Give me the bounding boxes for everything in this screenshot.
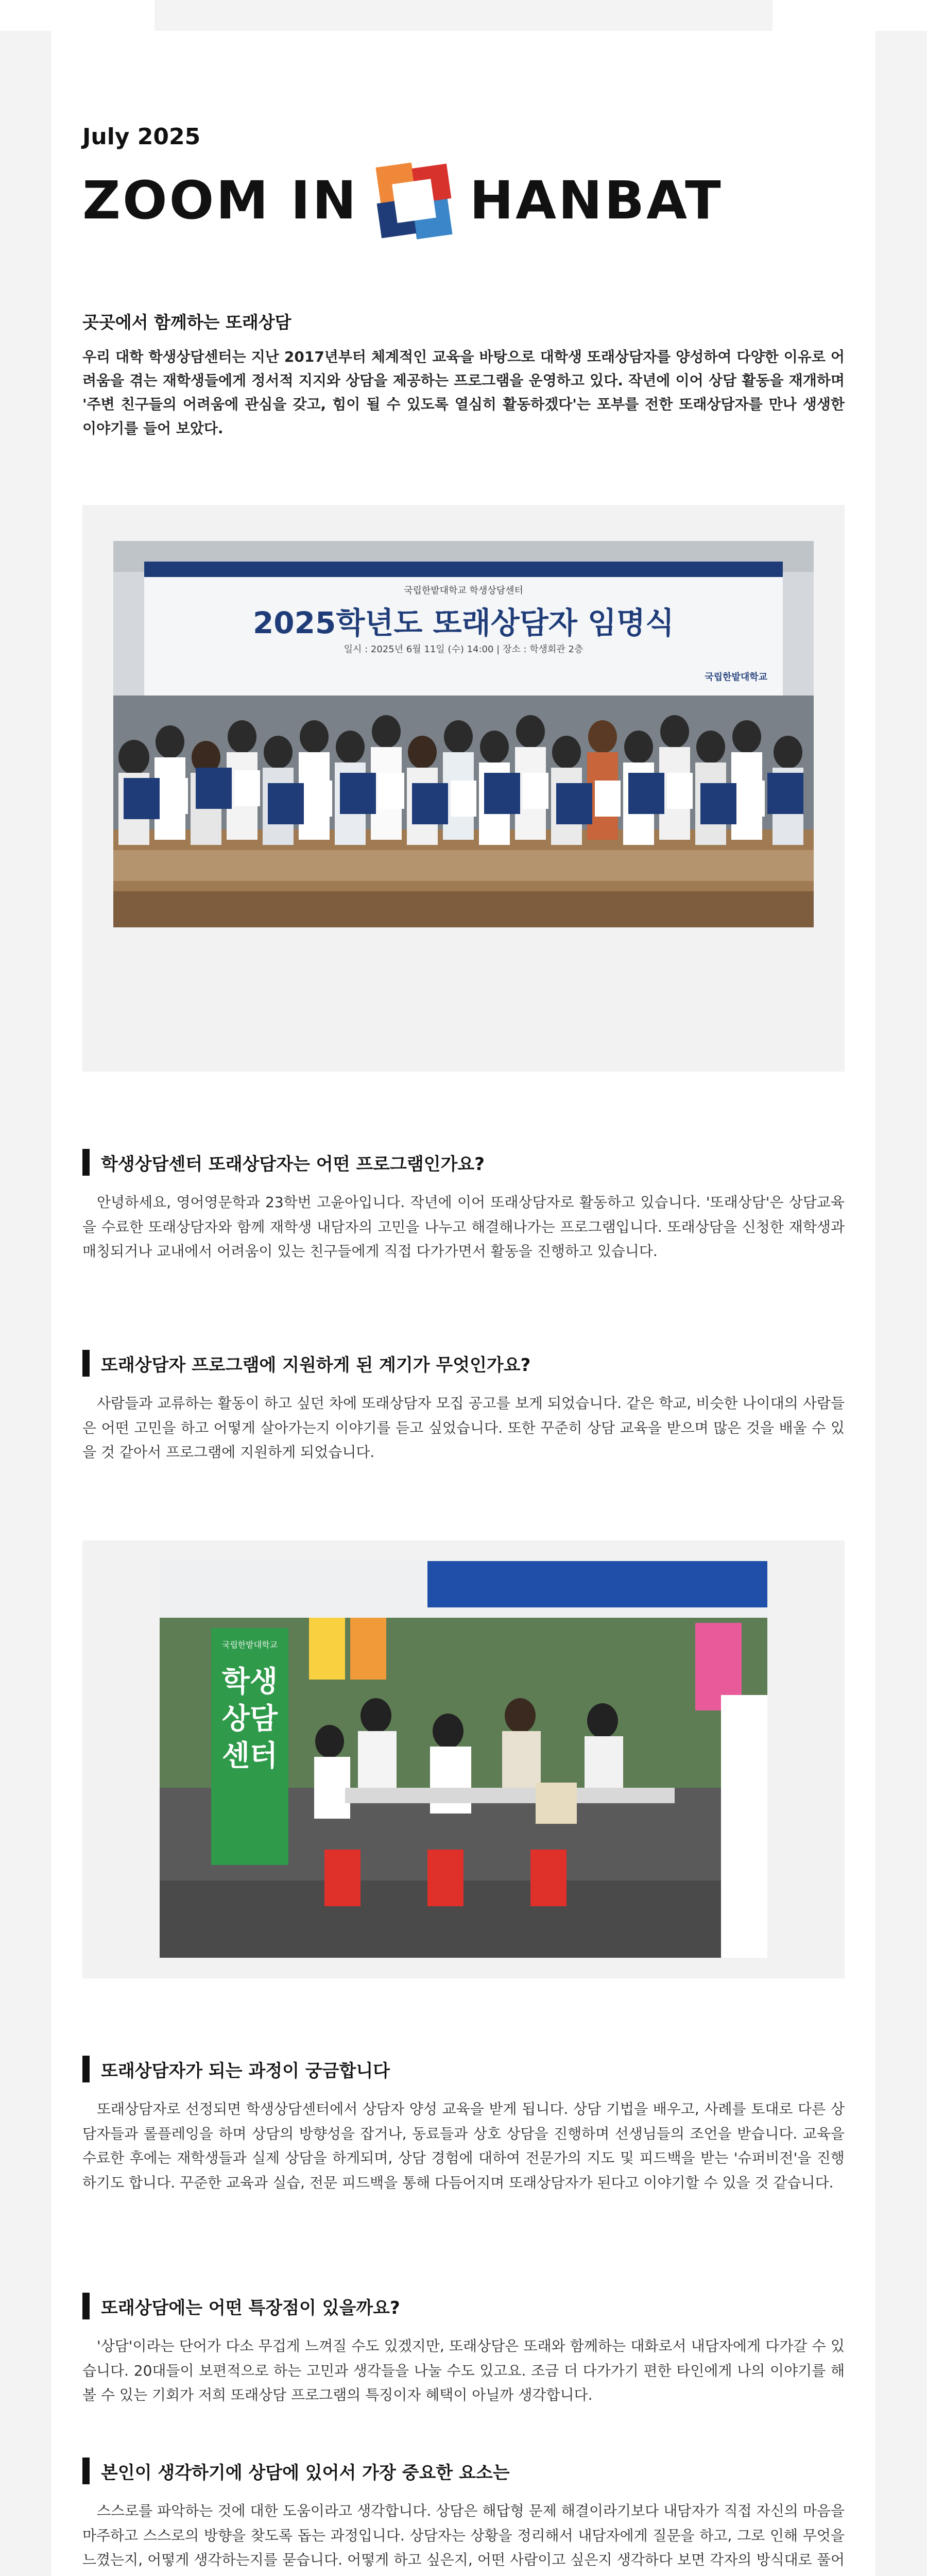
intro-text: 우리 대학 학생상담센터는 지난 2017년부터 체계적인 교육을 바탕으로 대학생 또래상담자를 양성하여 다양한 이유로 어려움을 겪는 재학생들에게 정서적 지지와 상담을 제공하는 프로그램을 운영하고 있다. 작년에 이어 상담 활동을 재개하며 '주변 친구들의 어려움에 관심을 갖고, 힘이 될 수 있도록 열심히 활동하겠다'는 포부를 전한 또래상담자를 만나 생생한 이야기를 들어 보았다. [82,348,845,437]
booth-sign-small: 국립한밭대학교 [221,1640,278,1650]
question-text: 본인이 생각하기에 상담에 있어서 가장 중요한 요소는 [101,2462,510,2483]
ceremony-banner-sub: 일시 : 2025년 6월 11일 (수) 14:00 | 장소 : 학생회관 2층 [344,644,583,655]
answer-1: 안녕하세요, 영어영문학과 23학번 고윤아입니다. 작년에 이어 또래상담자로 활동하고 있습니다. '또래상담'은 상담교육을 수료한 또래상담자와 함께 재학생 내담자의 고민을 나누고 해결해나가는 프로그램입니다. 또래상담을 신청한 재학생과 매칭되거나 교내에서 어려움이 있는 친구들에게 직접 다가가면서 활동을 진행하고 있습니다. [82,1194,845,1260]
question-marker [82,2293,90,2319]
ceremony-photo [113,541,814,927]
hanbat-logo-icon [373,160,455,242]
question-1 [82,1149,485,1176]
ceremony-banner-small: 국립한밭대학교 학생상담센터 [404,585,523,596]
question-3 [82,2056,390,2082]
brand-masthead [82,160,723,242]
answer-2: 사람들과 교류하는 활동이 하고 싶던 차에 또래상담자 모집 공고를 보게 되었습니다. 같은 학교, 비슷한 나이대의 사람들은 어떤 고민을 하고 어떻게 살아가는지 이야기를 듣고 싶었습니다. 또한 꾸준히 상담 교육을 받으며 많은 것을 배울 수 있을 것 같아서 프로그램에 지원하게 되었습니다. [82,1395,845,1461]
intro-title: 곳곳에서 함께하는 또래상담 [82,312,291,332]
question-text: 학생상담센터 또래상담자는 어떤 프로그램인가요? [101,1154,485,1175]
question-marker [82,2056,90,2082]
booth-photo [160,1561,767,1958]
issue-date: July 2025 [82,124,201,150]
question-text: 또래상담에는 어떤 특장점이 있을까요? [101,2297,400,2318]
frame-corner-tr [772,0,927,31]
question-4 [82,2293,400,2319]
booth-sign-line2: 상담 [221,1702,278,1736]
ceremony-banner-title: 2025학년도 또래상담자 임명식 [252,605,675,640]
question-marker [82,1350,90,1377]
ceremony-banner-right: 국립한밭대학교 [705,672,767,683]
answer-4: '상담'이라는 단어가 다소 무겁게 느껴질 수도 있겠지만, 또래상담은 또래와 함께하는 대화로서 내담자에게 다가갈 수 있습니다. 20대들이 보편적으로 하는 고민과 생각들을 나눌 수도 있고요. 조금 더 다가가기 편한 타인에게 나의 이야기를 해볼 수 있는 기회가 저희 또래상담 프로그램의 특징이자 혜택이 아닐까 생각합니다. [82,2337,845,2404]
question-5 [82,2458,510,2484]
newsletter-page [52,31,876,2576]
question-marker [82,1149,90,1176]
answer-5: 스스로를 파악하는 것에 대한 도움이라고 생각합니다. 상담은 해답형 문제 해결이라기보다 내담자가 직접 자신의 마음을 마주하고 스스로의 방향을 찾도록 돕는 과정입니다. 상담자는 상황을 정리해서 내담자에게 질문을 하고, 그로 인해 무엇을 느꼈는지, 어떻게 생각하는지를 묻습니다. 어떻게 하고 싶은지, 어떤 사람이고 싶은지 생각하다 보면 각자의 방식대로 풀어 [82,2502,845,2569]
photo-frame-booth [82,1540,845,1978]
photo-frame-ceremony [82,505,845,1072]
booth-sign-line1: 학생 [221,1665,278,1699]
booth-sign-line3: 센터 [221,1739,278,1773]
question-2 [82,1350,530,1377]
brand-word-left: ZOOM IN [82,170,358,231]
answer-3: 또래상담자로 선정되면 학생상담센터에서 상담자 양성 교육을 받게 됩니다. 상담 기법을 배우고, 사례를 토대로 다른 상담자들과 롤플레잉을 하며 상담의 방향성을 잡거나, 동료들과 상호 상담을 진행하며 선생님들의 조언을 받습니다. 교육을 수료한 후에는 재학생들과 실제 상담을 하게되며, 상담 경험에 대하여 전문가의 지도 및 피드백을 받는 '슈퍼비전'을 진행하기도 합니다. 꾸준한 교육과 실습, 전문 피드백을 통해 다듬어지며 또래상담자가 된다고 이야기할 수 있을 것 같습니다. [82,2100,845,2191]
question-text: 또래상담자 프로그램에 지원하게 된 계기가 무엇인가요? [101,1354,531,1376]
frame-corner-tl [0,0,154,31]
question-marker [82,2458,90,2484]
question-text: 또래상담자가 되는 과정이 궁금합니다 [101,2060,390,2081]
brand-word-right: HANBAT [469,170,723,231]
